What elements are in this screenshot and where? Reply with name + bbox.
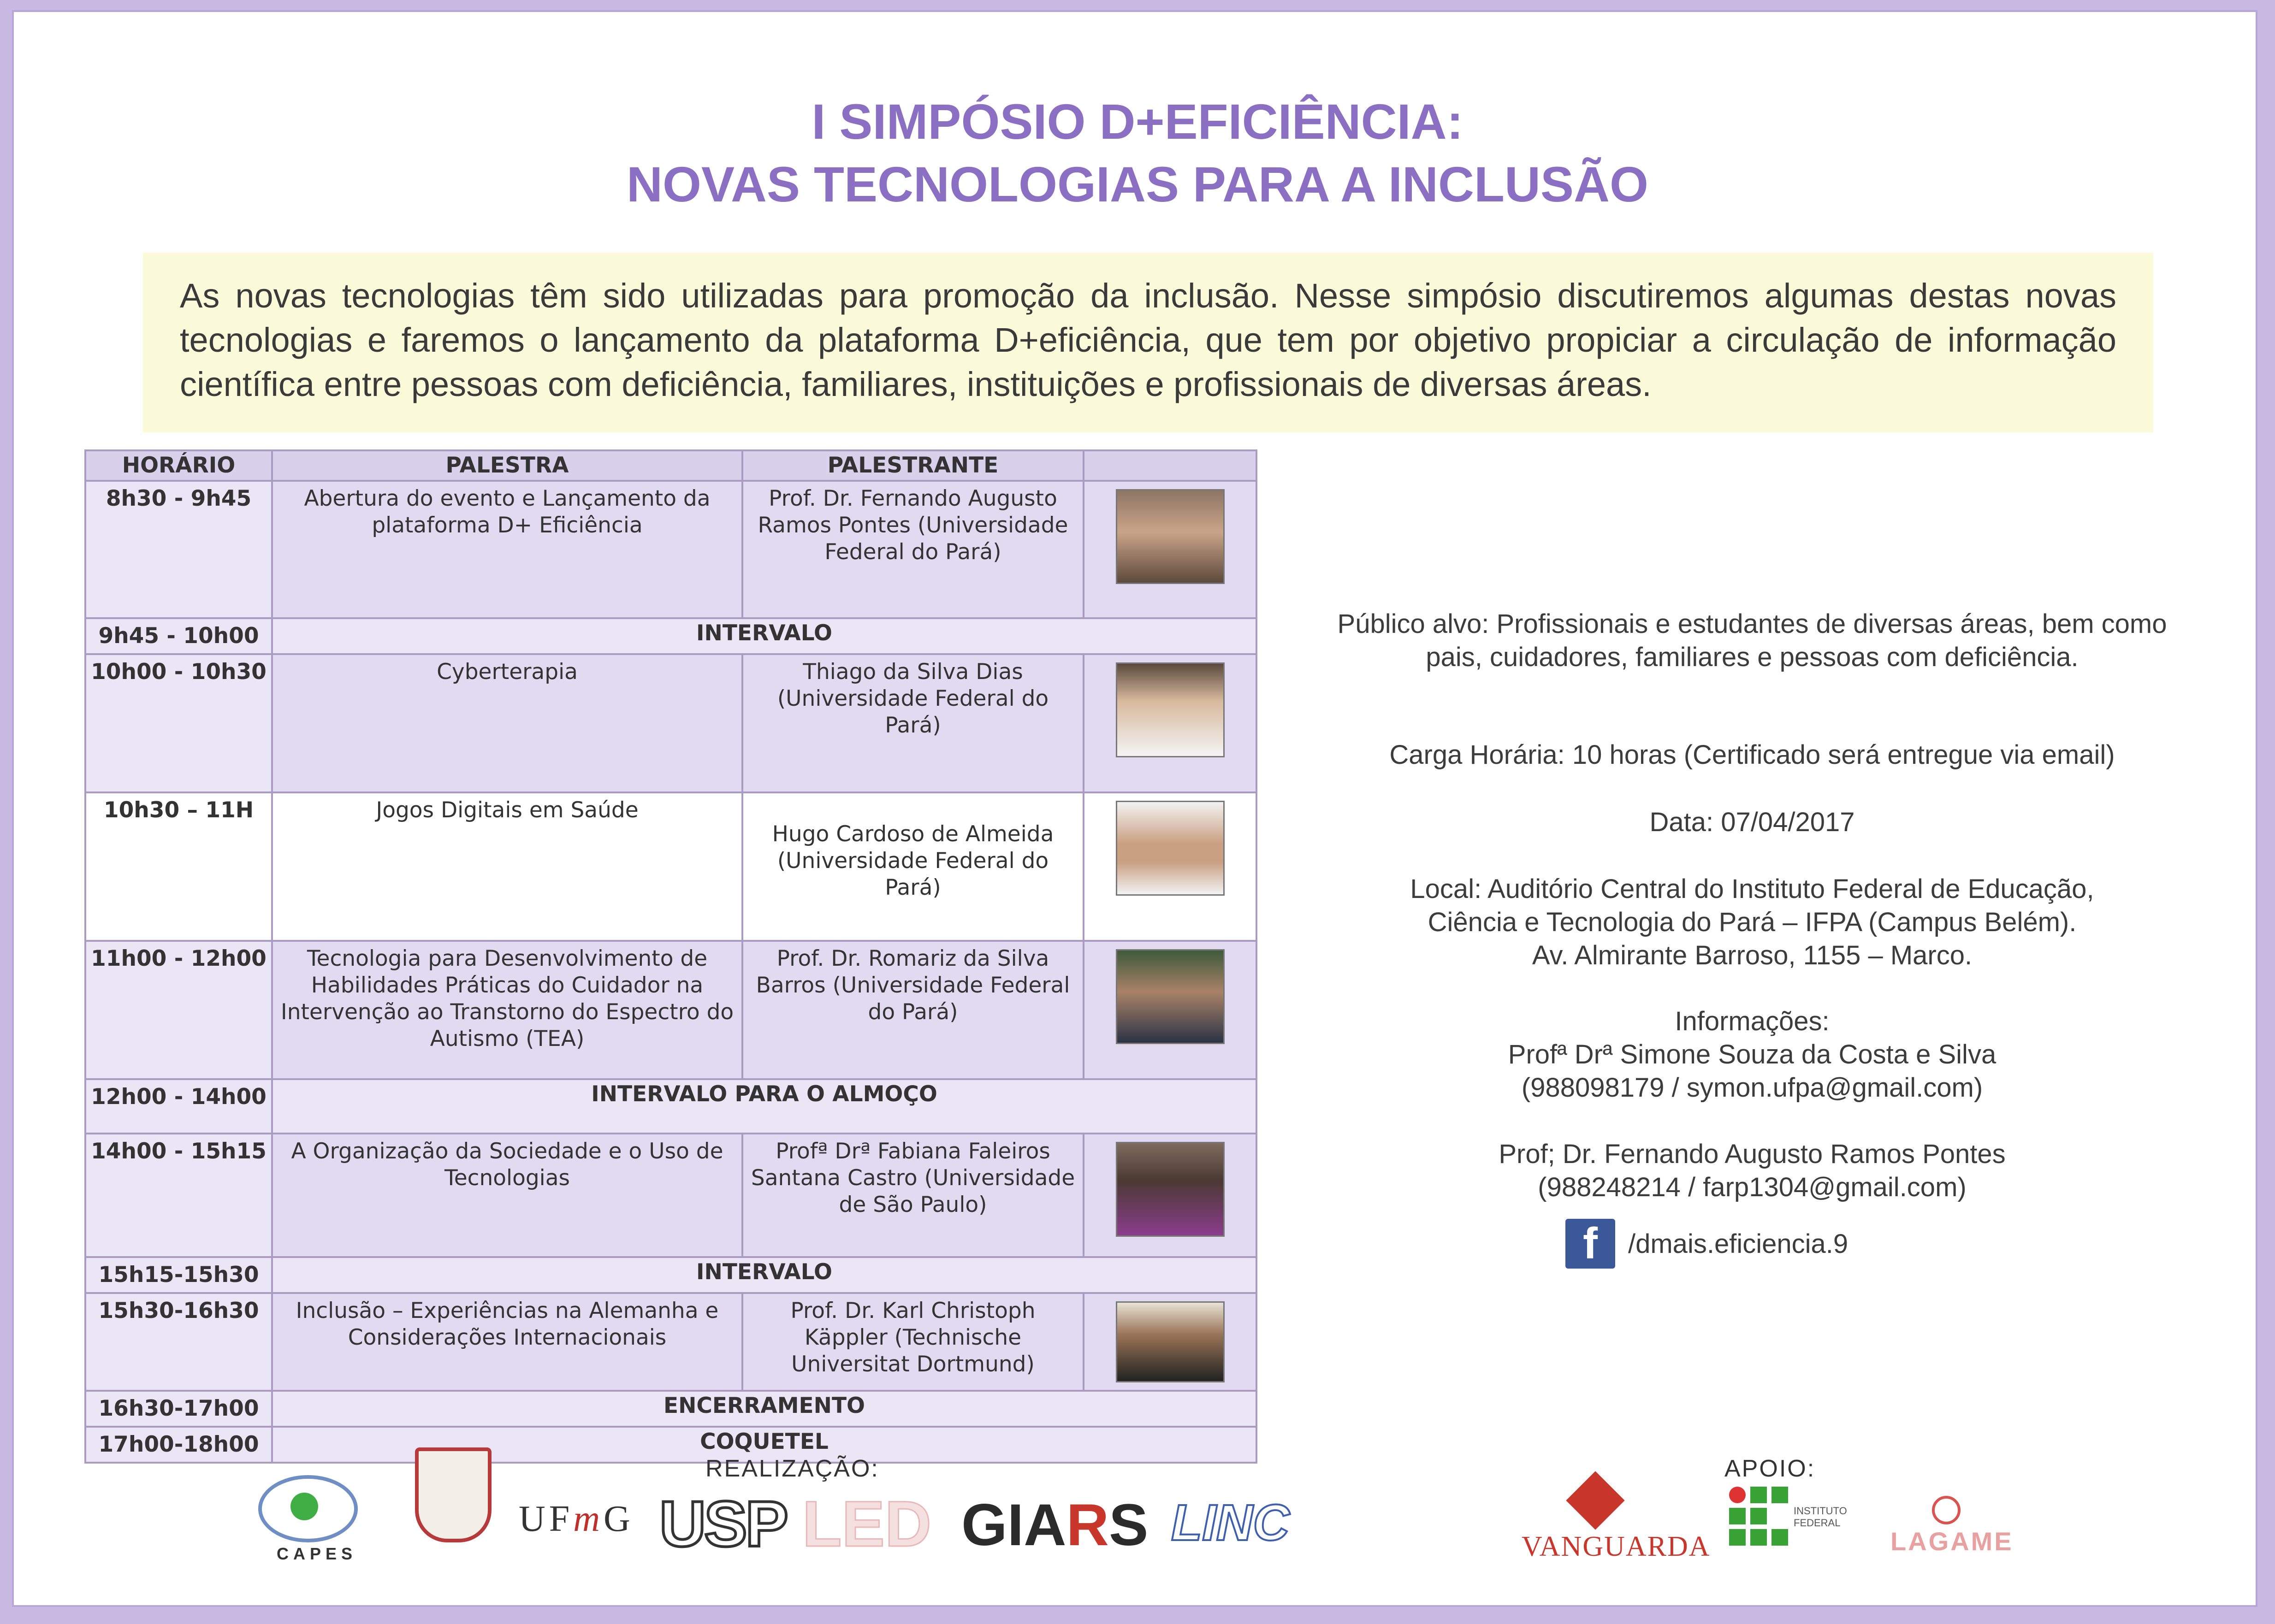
linc-logo: LINC: [1171, 1494, 1290, 1551]
info-location-line2: Ciência e Tecnologia do Pará – IFPA (Campus Belém).: [1428, 907, 2077, 937]
table-row: [85, 1427, 1256, 1463]
intro-paragraph: As novas tecnologias têm sido utilizadas para promoção da inclusão. Nesse simpósio discutiremos algumas destas novas tecnologias e faremos o lançamento da plataforma D+eficiência, que tem por objetivo propiciar a circulação de informação científica entre pessoas com deficiência, familiares, instituições e profissionais de diversas áreas.: [143, 253, 2153, 432]
row-speaker: Prof. Dr. Romariz da Silva Barros (Universidade Federal do Pará): [742, 941, 1084, 1079]
table-row: [85, 1134, 1256, 1257]
row-photo-cell: [1084, 792, 1256, 941]
vanguarda-logo: [1522, 1480, 1711, 1572]
row-time: 15h30-16h30: [85, 1293, 272, 1391]
lagame-logo-text: LAGAME: [1890, 1527, 2014, 1556]
row-speaker: Prof. Dr. Fernando Augusto Ramos Pontes (Universidade Federal do Pará): [742, 481, 1084, 618]
info-contacts-title: Informações:: [1675, 1006, 1830, 1036]
row-break: INTERVALO: [272, 618, 1256, 654]
page-title-line1: I SIMPÓSIO D+EFICIÊNCIA:: [812, 94, 1463, 149]
speaker-photo: [1116, 662, 1225, 757]
giars-logo-s: S: [1109, 1492, 1149, 1558]
giars-logo-gia: GIA: [961, 1492, 1066, 1558]
row-photo-cell: [1084, 1134, 1256, 1257]
row-speaker: Prof. Dr. Karl Christoph Käppler (Technische Universitat Dortmund): [742, 1293, 1084, 1391]
ufmg-logo-m: m: [573, 1499, 604, 1539]
table-row: [85, 1293, 1256, 1391]
info-date: Data: 07/04/2017: [1649, 807, 1855, 837]
table-row: [85, 481, 1256, 618]
speaker-photo: [1116, 1301, 1225, 1382]
table-row: [85, 792, 1256, 941]
info-contact2-name: Prof; Dr. Fernando Augusto Ramos Pontes: [1499, 1139, 2006, 1169]
row-time: 14h00 - 15h15: [85, 1134, 272, 1257]
row-speaker: Hugo Cardoso de Almeida (Universidade Federal do Pará): [742, 792, 1084, 941]
row-time: 10h30 – 11H: [85, 792, 272, 941]
row-time: 16h30-17h00: [85, 1391, 272, 1427]
row-break: ENCERRAMENTO: [272, 1391, 1256, 1427]
row-time: 17h00-18h00: [85, 1427, 272, 1463]
row-time: 11h00 - 12h00: [85, 941, 272, 1079]
row-talk: Inclusão – Experiências na Alemanha e Considerações Internacionais: [272, 1293, 742, 1391]
table-row: [85, 618, 1256, 654]
ifpa-logo-text: INSTITUTO FEDERAL: [1794, 1505, 1847, 1529]
row-time: 15h15-15h30: [85, 1257, 272, 1293]
speaker-photo: [1116, 949, 1225, 1044]
facebook-handle: /dmais.eficiencia.9: [1628, 1228, 1848, 1259]
ufmg-logo-uf: UF: [519, 1499, 574, 1539]
schedule-table: [84, 449, 1257, 1464]
table-row: [85, 1391, 1256, 1427]
lagame-logo: [1890, 1496, 2020, 1560]
row-time: 10h00 - 10h30: [85, 654, 272, 792]
header-speaker: PALESTRANTE: [742, 450, 1084, 481]
row-talk: Jogos Digitais em Saúde: [272, 792, 742, 941]
info-contact1-name: Profª Drª Simone Souza da Costa e Silva: [1508, 1039, 1997, 1069]
row-time: 9h45 - 10h00: [85, 618, 272, 654]
ufpa-seal: [406, 1438, 507, 1558]
row-talk: A Organização da Sociedade e o Uso de Tecnologias: [272, 1134, 742, 1257]
table-row: [85, 654, 1256, 792]
capes-logo-text: CAPES: [277, 1544, 357, 1563]
led-logo: LED: [802, 1488, 931, 1560]
row-talk: Tecnologia para Desenvolvimento de Habilidades Práticas do Cuidador na Intervenção ao Transtorno do Espectro do Autismo (TEA): [272, 941, 742, 1079]
header-time: HORÁRIO: [85, 450, 272, 481]
facebook-link[interactable]: [1565, 1218, 1848, 1269]
speaker-photo: [1116, 489, 1225, 584]
realizacao-label: REALIZAÇÃO:: [705, 1455, 879, 1482]
row-talk: Cyberterapia: [272, 654, 742, 792]
header-talk: PALESTRA: [272, 450, 742, 481]
info-workload: Carga Horária: 10 horas (Certificado será entregue via email): [1389, 740, 2115, 770]
capes-logo: [258, 1475, 378, 1567]
row-break: INTERVALO: [272, 1257, 1256, 1293]
row-photo-cell: [1084, 1293, 1256, 1391]
schedule-header-row: [85, 450, 1256, 481]
page-title-line2: NOVAS TECNOLOGIAS PARA A INCLUSÃO: [626, 156, 1649, 212]
speaker-photo: [1116, 1142, 1225, 1237]
info-audience: Público alvo: Profissionais e estudantes de diversas áreas, bem como pais, cuidadores, familiares e pessoas com deficiência.: [1337, 609, 2167, 672]
giars-logo: [961, 1491, 1148, 1559]
row-photo-cell: [1084, 941, 1256, 1079]
ufmg-logo: [519, 1498, 634, 1540]
row-break: INTERVALO PARA O ALMOÇO: [272, 1079, 1256, 1134]
info-location-line1: Local: Auditório Central do Instituto Federal de Educação,: [1410, 874, 2094, 904]
ifpa-logo: [1729, 1487, 1877, 1556]
ufmg-logo-g: G: [604, 1499, 634, 1539]
row-talk: Abertura do evento e Lançamento da plataforma D+ Eficiência: [272, 481, 742, 618]
row-time: 12h00 - 14h00: [85, 1079, 272, 1134]
vanguarda-logo-text: VANGUARDA: [1522, 1531, 1711, 1562]
info-location-line3: Av. Almirante Barroso, 1155 – Marco.: [1532, 940, 1973, 970]
row-time: 8h30 - 9h45: [85, 481, 272, 618]
row-break: COQUETEL: [272, 1427, 1256, 1463]
speaker-photo: [1116, 801, 1225, 896]
apoio-label: APOIO:: [1724, 1455, 1816, 1482]
row-photo-cell: [1084, 654, 1256, 792]
info-contact1-details: (988098179 / symon.ufpa@gmail.com): [1521, 1073, 1983, 1103]
row-photo-cell: [1084, 481, 1256, 618]
usp-logo: USP: [659, 1488, 787, 1560]
row-speaker: Thiago da Silva Dias (Universidade Federal do Pará): [742, 654, 1084, 792]
info-contact2-details: (988248214 / farp1304@gmail.com): [1538, 1172, 1967, 1202]
row-speaker: Profª Drª Fabiana Faleiros Santana Castro (Universidade de São Paulo): [742, 1134, 1084, 1257]
table-row: [85, 1257, 1256, 1293]
table-row: [85, 1079, 1256, 1134]
facebook-icon: f: [1565, 1219, 1615, 1269]
header-photo: [1084, 450, 1256, 481]
table-row: [85, 941, 1256, 1079]
giars-logo-r: R: [1066, 1492, 1109, 1558]
